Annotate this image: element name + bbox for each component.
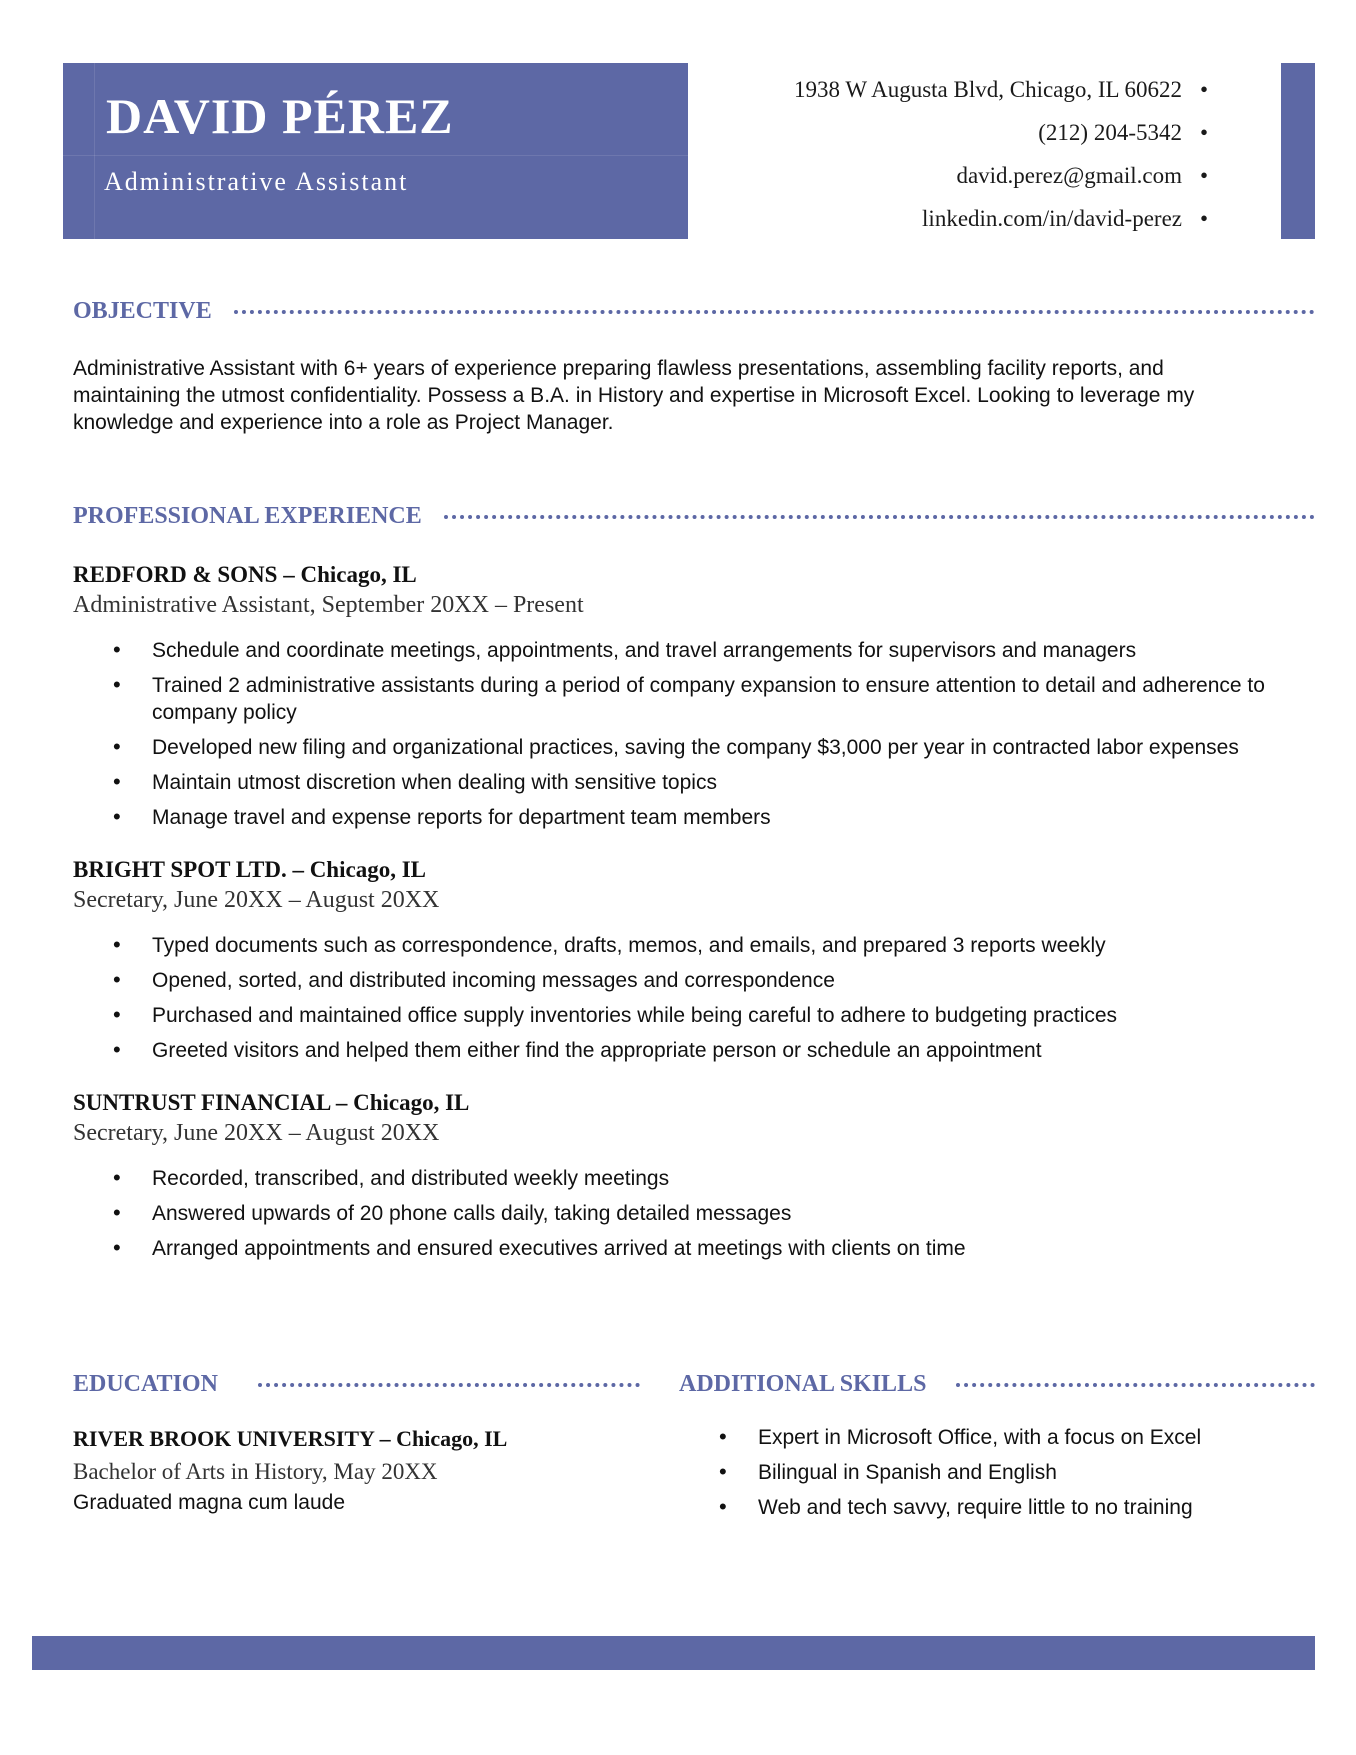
contact-linkedin: linkedin.com/in/david-perez •	[794, 197, 1208, 240]
skills-bullets	[679, 1424, 1319, 1521]
bullet-dot: •	[1199, 120, 1208, 145]
job-entry	[73, 1088, 1318, 1262]
list-item: • Arranged appointments and ensured executives arrived at meetings with clients on time	[73, 1235, 1318, 1262]
skills-heading	[679, 1371, 1315, 1398]
list-item: • Developed new filing and organizational practices, saving the company $3,000 per year in contracted labor expenses	[73, 734, 1318, 761]
list-item: • Purchased and maintained office supply inventories while being careful to adhere to budgeting practices	[73, 1002, 1318, 1029]
list-item: • Recorded, transcribed, and distributed weekly meetings	[73, 1165, 1318, 1192]
skills-heading-label: ADDITIONAL SKILLS	[679, 1371, 927, 1397]
job-position: Administrative Assistant, September 20XX – Present	[73, 592, 584, 618]
experience-heading	[73, 503, 1315, 530]
contact-phone: (212) 204-5342 •	[794, 111, 1208, 154]
job-company: REDFORD & SONS – Chicago, IL	[73, 562, 417, 587]
job-position: Secretary, June 20XX – August 20XX	[73, 887, 440, 913]
list-item: • Trained 2 administrative assistants during a period of company expansion to ensure attention to detail and adherence to company policy	[73, 672, 1318, 726]
objective-heading	[73, 298, 1315, 325]
list-item: • Manage travel and expense reports for department team members	[73, 804, 1318, 831]
job-company: BRIGHT SPOT LTD. – Chicago, IL	[73, 857, 426, 882]
education-note: Graduated magna cum laude	[73, 1491, 346, 1514]
list-item: • Answered upwards of 20 phone calls daily, taking detailed messages	[73, 1200, 1318, 1227]
job-bullets	[73, 637, 1318, 831]
list-item: • Opened, sorted, and distributed incoming messages and correspondence	[73, 967, 1318, 994]
objective-text: Administrative Assistant with 6+ years of experience preparing flawless presentations, assembling facility reports, and maintaining the utmost confidentiality. Possess a B.A. in History and expertise in Microsoft Excel. Looking to leverage my knowledge and experience into a role as Project Manager.	[73, 357, 1195, 434]
education-heading-label: EDUCATION	[73, 1371, 218, 1397]
education-heading	[73, 1371, 640, 1398]
education-entry	[73, 1424, 633, 1517]
dotted-rule	[444, 515, 1315, 519]
list-item: • Greeted visitors and helped them either find the appropriate person or schedule an appointment	[73, 1037, 1318, 1064]
list-item: • Schedule and coordinate meetings, appointments, and travel arrangements for supervisors and managers	[73, 637, 1318, 664]
objective-heading-label: OBJECTIVE	[73, 298, 212, 324]
job-company: SUNTRUST FINANCIAL – Chicago, IL	[73, 1090, 470, 1115]
list-item: • Maintain utmost discretion when dealing with sensitive topics	[73, 769, 1318, 796]
experience-heading-label: PROFESSIONAL EXPERIENCE	[73, 503, 422, 529]
bullet-dot: •	[1199, 206, 1208, 231]
bullet-dot: •	[1199, 163, 1208, 188]
job-bullets	[73, 932, 1318, 1064]
skills-entry	[679, 1424, 1319, 1521]
dotted-rule	[258, 1383, 640, 1387]
education-degree: Bachelor of Arts in History, May 20XX	[73, 1459, 438, 1484]
bullet-dot: •	[1199, 77, 1208, 102]
job-bullets	[73, 1165, 1318, 1262]
job-position: Secretary, June 20XX – August 20XX	[73, 1120, 440, 1146]
education-school: RIVER BROOK UNIVERSITY – Chicago, IL	[73, 1426, 508, 1451]
contact-address: 1938 W Augusta Blvd, Chicago, IL 60622 •	[794, 68, 1208, 111]
candidate-role: Administrative Assistant	[104, 167, 409, 196]
contact-email: david.perez@gmail.com •	[794, 154, 1208, 197]
dotted-rule	[234, 310, 1315, 314]
list-item: • Expert in Microsoft Office, with a focus on Excel	[679, 1424, 1319, 1451]
footer-accent-bar	[32, 1636, 1315, 1670]
job-entry	[73, 855, 1318, 1064]
contact-list	[794, 68, 1208, 240]
name-banner	[63, 63, 688, 239]
dotted-rule	[956, 1383, 1315, 1387]
header-accent-bar	[1281, 63, 1315, 239]
list-item: • Web and tech savvy, require little to no training	[679, 1494, 1319, 1521]
list-item: • Typed documents such as correspondence, drafts, memos, and emails, and prepared 3 reports weekly	[73, 932, 1318, 959]
list-item: • Bilingual in Spanish and English	[679, 1459, 1319, 1486]
candidate-name: DAVID PÉREZ	[106, 88, 454, 144]
job-entry	[73, 560, 1318, 831]
